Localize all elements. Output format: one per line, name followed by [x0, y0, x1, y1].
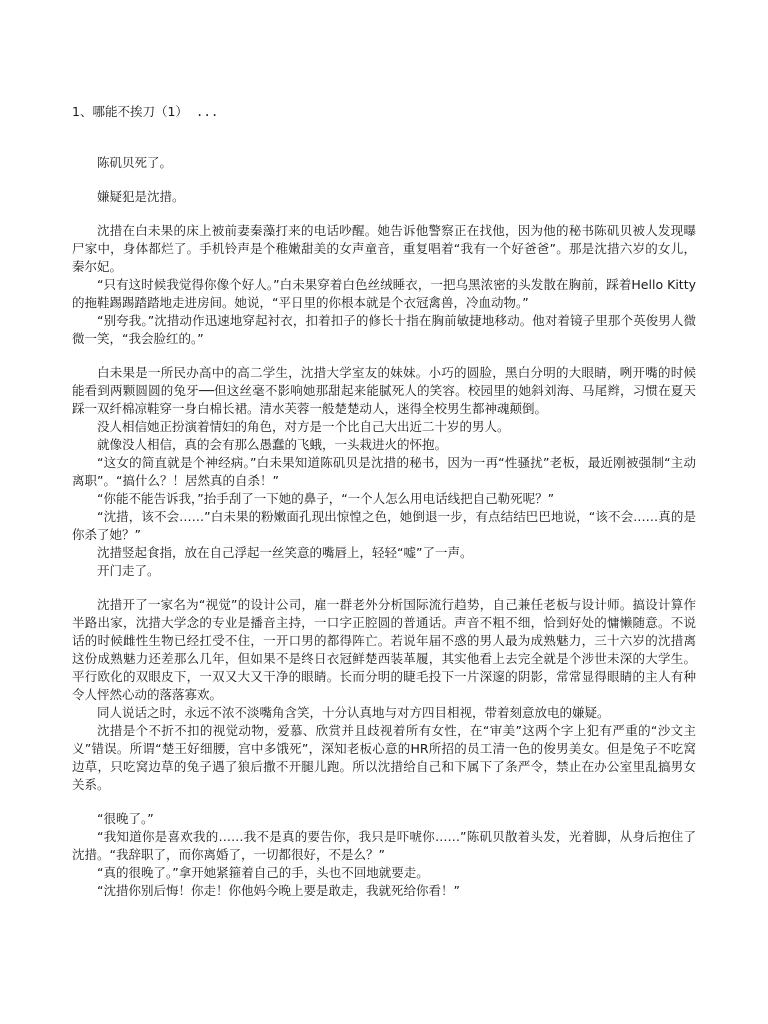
paragraph: 陈矶贝死了。	[97, 155, 173, 170]
paragraph: 沈措在白未果的床上被前妻秦藻打来的电话吵醒。她告诉他警察正在找他，因为他的秘书陈矶贝被人发现曝尸家中，身体都烂了。手机铃声是个稚嫩甜美的女声童音，重复唱着“我有一个好爸爸”。那是沈措六岁的女儿，秦尔妃。	[72, 223, 696, 274]
paragraph: “别夸我。”沈措动作迅速地穿起衬衣，扣着扣子的修长十指在胸前敏捷地移动。他对着镜子里那个英俊男人微微一笑，“我会脸红的。”	[72, 313, 696, 346]
paragraph: “我知道你是喜欢我的……我不是真的要告你，我只是吓唬你……”陈矶贝散着头发，光着脚，从身后抱住了沈措。“我辞职了，而你离婚了，一切都很好，不是么？”	[72, 829, 696, 862]
paragraph: “你能不能告诉我，”抬手刮了一下她的鼻子，“一个人怎么用电话线把自己勒死呢？”	[97, 491, 555, 506]
paragraph: 同人说话之时，永远不浓不淡嘴角含笑，十分认真地与对方四目相视，带着刻意放电的嫌疑。	[97, 705, 610, 720]
paragraph: 沈措开了一家名为“视觉”的设计公司，雇一群老外分析国际流行趋势，自己兼任老板与设计师。搞设计算作半路出家，沈措大学念的专业是播音主持，一口字正腔圆的普通话。声音不粗不细，恰到好处的慵懒随意。不说话的时候雌性生物已经扛受不住，一开口男的都得阵亡。若说年届不惑的男人最为成熟魅力，三十六岁的沈措离这份成熟魅力还差那么几年，但如果不是终日衣冠鲜楚西装革履，其实他看上去完全就是个涉世未深的大学生。平行欧化的双眼皮下，一双又大又干净的眼睛。长而分明的睫毛投下一片深邃的阴影，常常显得眼睛的主人有种令人怦然心动的落落寡欢。	[72, 597, 696, 702]
paragraph: “这女的简直就是个神经病。”白未果知道陈矶贝是沈措的秘书，因为一再“性骚扰”老板，最近刚被强制“主动离职”。“搞什么？！居然真的自杀！”	[72, 455, 696, 488]
paragraph: 嫌疑犯是沈措。	[97, 189, 185, 204]
paragraph: “很晚了。”	[97, 811, 154, 826]
paragraph: 沈措是个不折不扣的视觉动物，爱慕、欣赏并且歧视着所有女性，在“审美”这两个字上犯有严重的“沙文主义”错误。所谓“楚王好细腰，宫中多饿死”，深知老板心意的HR所招的员工清一色的俊男美女。但是兔子不吃窝边草，只吃窝边草的兔子遇了狼后撒不开腿儿跑。所以沈措给自己和下属下了条严令，禁止在办公室里乱搞男女关系。	[72, 723, 696, 792]
paragraph: 没人相信她正扮演着情妇的角色，对方是一个比自己大出近二十岁的男人。	[97, 419, 510, 434]
paragraph: “真的很晚了。”拿开她紧箍着自己的手，头也不回地就要走。	[97, 865, 429, 880]
paragraph: 就像没人相信，真的会有那么愚蠢的飞蛾，一头栽进火的怀抱。	[97, 437, 448, 452]
paragraph: “沈措你别后悔！你走！你他妈今晚上要是敢走，我就死给你看！”	[97, 883, 460, 898]
chapter-title-text: 1、哪能不挨刀（1）	[72, 104, 188, 119]
paragraph: “只有这时候我觉得你像个好人。”白未果穿着白色丝绒睡衣，一把乌黑浓密的头发散在胸前，踩着Hello Kitty的拖鞋踢踢踏踏地走进房间。她说，“平日里的你根本就是个衣冠禽兽，冷血动物。”	[72, 277, 696, 310]
paragraph: “沈措，该不会……”白未果的粉嫩面孔现出惊惶之色，她倒退一步，有点结结巴巴地说，“该不会……真的是你杀了她？”	[72, 509, 696, 542]
paragraph: 沈措竖起食指，放在自己浮起一丝笑意的嘴唇上，轻轻“嘘”了一声。	[97, 545, 473, 560]
chapter-title	[72, 103, 696, 121]
paragraph: 开门走了。	[97, 563, 160, 578]
paragraph: 白未果是一所民办高中的高二学生，沈措大学室友的妹妹。小巧的圆脸，黑白分明的大眼睛，咧开嘴的时候能看到两颗圆圆的兔牙──但这丝毫不影响她那甜起来能腻死人的笑容。校园里的她斜刘海、马尾辫，习惯在夏天踩一双纤棉凉鞋穿一身白棉长裙。清水芙蓉一般楚楚动人，迷得全校男生都神魂颠倒。	[72, 365, 696, 416]
chapter-title-ellipsis: ...	[195, 104, 219, 119]
